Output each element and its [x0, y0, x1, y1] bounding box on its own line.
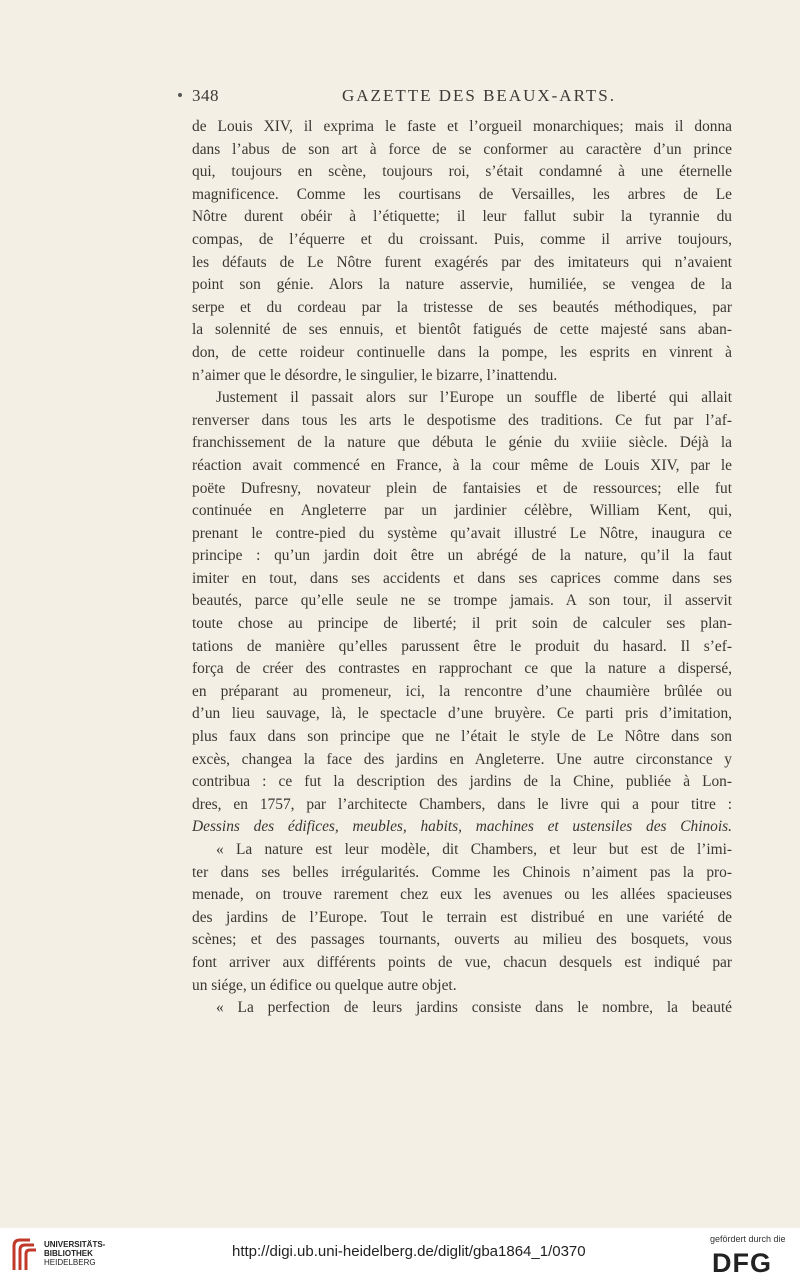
permalink-url[interactable]: http://digi.ub.uni-heidelberg.de/diglit/gba1864_1/0370 [232, 1243, 586, 1260]
text-line: excès, changea la face des jardins en Angleterre. Une autre circonstance y [192, 750, 732, 768]
text-line: Justement il passait alors sur l’Europe un souffle de liberté qui allait [216, 389, 732, 407]
text-line: Nôtre durent obéir à l’étiquette; il leur fallut subir la tyrannie du [192, 208, 732, 226]
text-line: réaction avait commencé en France, à la cour même de Louis XIV, par le [192, 456, 732, 474]
library-name-line: HEIDELBERG [44, 1258, 96, 1267]
text-line: « La perfection de leurs jardins consiste dans le nombre, la beauté [216, 999, 732, 1017]
text-line: compas, de l’équerre et du croissant. Puis, comme il arrive toujours, [192, 230, 732, 248]
text-line: Dessins des édifices, meubles, habits, machines et ustensiles des Chinois. [192, 818, 732, 836]
text-line: contribua : ce fut la description des jardins de la Chine, publiée à Lon- [192, 773, 732, 791]
text-line: de Louis XIV, il exprima le faste et l’orgueil monarchiques; mais il donna [192, 118, 732, 135]
page-number: 348 [192, 86, 219, 105]
text-line: menade, on trouve rarement chez eux les avenues ou les allées spacieuses [192, 886, 732, 904]
text-line: toute chose au principe de liberté; il prit soin de calculer ses plan- [192, 615, 732, 633]
text-line: scènes; et des passages tournants, ouverts au milieu des bosquets, vous [192, 931, 732, 949]
text-line: dres, en 1757, par l’architecte Chambers, dans le livre qui a pour titre : [192, 795, 732, 813]
library-name-line: BIBLIOTHEK [44, 1249, 93, 1258]
text-line: n’aimer que le désordre, le singulier, le bizarre, l’inattendu. [192, 366, 558, 384]
text-line: en préparant au promeneur, ici, la rencontre d’une chaumière brûlée ou [192, 682, 732, 700]
text-line: les défauts de Le Nôtre furent exagérés par des imitateurs qui n’avaient [192, 253, 732, 271]
text-line: « La nature est leur modèle, dit Chambers, et leur but est de l’imi- [216, 841, 732, 858]
margin-mark [178, 93, 182, 97]
digitization-footer [0, 1228, 800, 1284]
text-line: des jardins de l’Europe. Tout le terrain est distribué en une variété de [192, 908, 732, 926]
text-line: plus faux dans son principe que ne l’était le style de Le Nôtre dans son [192, 728, 732, 746]
library-name [44, 1240, 105, 1267]
text-line: poëte Dufresny, novateur plein de fantaisies et de ressources; elle fut [192, 479, 732, 497]
library-name-line: UNIVERSITÄTS- [44, 1240, 106, 1249]
text-line: dans l’abus de son art à force de se conformer au caractère d’un prince [192, 140, 732, 158]
text-line: la solennité de ses ennuis, et bientôt fatigués de cette majesté sans aban- [192, 321, 732, 339]
funded-by-text: gefördert durch die [710, 1234, 786, 1244]
text-line: renverser dans tous les arts le despotisme des traditions. Ce fut par l’af- [192, 411, 732, 429]
text-line: ter dans ses belles irrégularités. Comme les Chinois n’aiment pas la pro- [192, 863, 732, 881]
text-line: d’un lieu sauvage, là, le spectacle d’une bruyère. Ce parti pris d’imitation, [192, 705, 732, 723]
text-line: un siége, un édifice ou quelque autre objet. [192, 976, 457, 994]
university-library-logo-icon [10, 1236, 40, 1274]
text-line: continuée en Angleterre par un jardinier célèbre, William Kent, qui, [192, 502, 732, 520]
text-line: don, de cette roideur continuelle dans la pompe, les esprits en vinrent à [192, 343, 732, 361]
text-line: tations de manière qu’elles parussent être le produit du hasard. Il s’ef- [192, 637, 732, 655]
text-line: força de créer des contrastes en rapprochant ce que la nature a dispersé, [192, 660, 732, 678]
running-title: GAZETTE DES BEAUX-ARTS. [342, 86, 616, 105]
dfg-logo: DFG [712, 1248, 772, 1278]
text-line: franchissement de la nature que débuta le génie du xviiie siècle. Déjà la [192, 434, 732, 452]
page-header [192, 86, 732, 110]
text-line: magnificence. Comme les courtisans de Versailles, les arbres de Le [192, 185, 732, 203]
text-line: imiter en tout, dans ses accidents et dans ses caprices comme dans ses [192, 569, 732, 587]
text-line: font arriver aux différents points de vue, chacun desquels est indiqué par [192, 953, 732, 971]
text-line: point son génie. Alors la nature asservie, humiliée, se vengea de la [192, 276, 732, 294]
text-line: principe : qu’un jardin doit être un abrégé de la nature, qu’il la faut [192, 547, 732, 565]
text-line: beautés, parce qu’elle seule ne se trompe jamais. A son tour, il asservit [192, 592, 732, 610]
text-line: qui, toujours en scène, toujours roi, s’était condamné à une éternelle [192, 163, 732, 181]
text-line: serpe et du cordeau par la tristesse de ses beautés méthodiques, par [192, 298, 732, 316]
text-line: prenant le contre-pied du système qu’avait illustré Le Nôtre, inaugura ce [192, 524, 732, 542]
article-body [192, 116, 732, 1020]
